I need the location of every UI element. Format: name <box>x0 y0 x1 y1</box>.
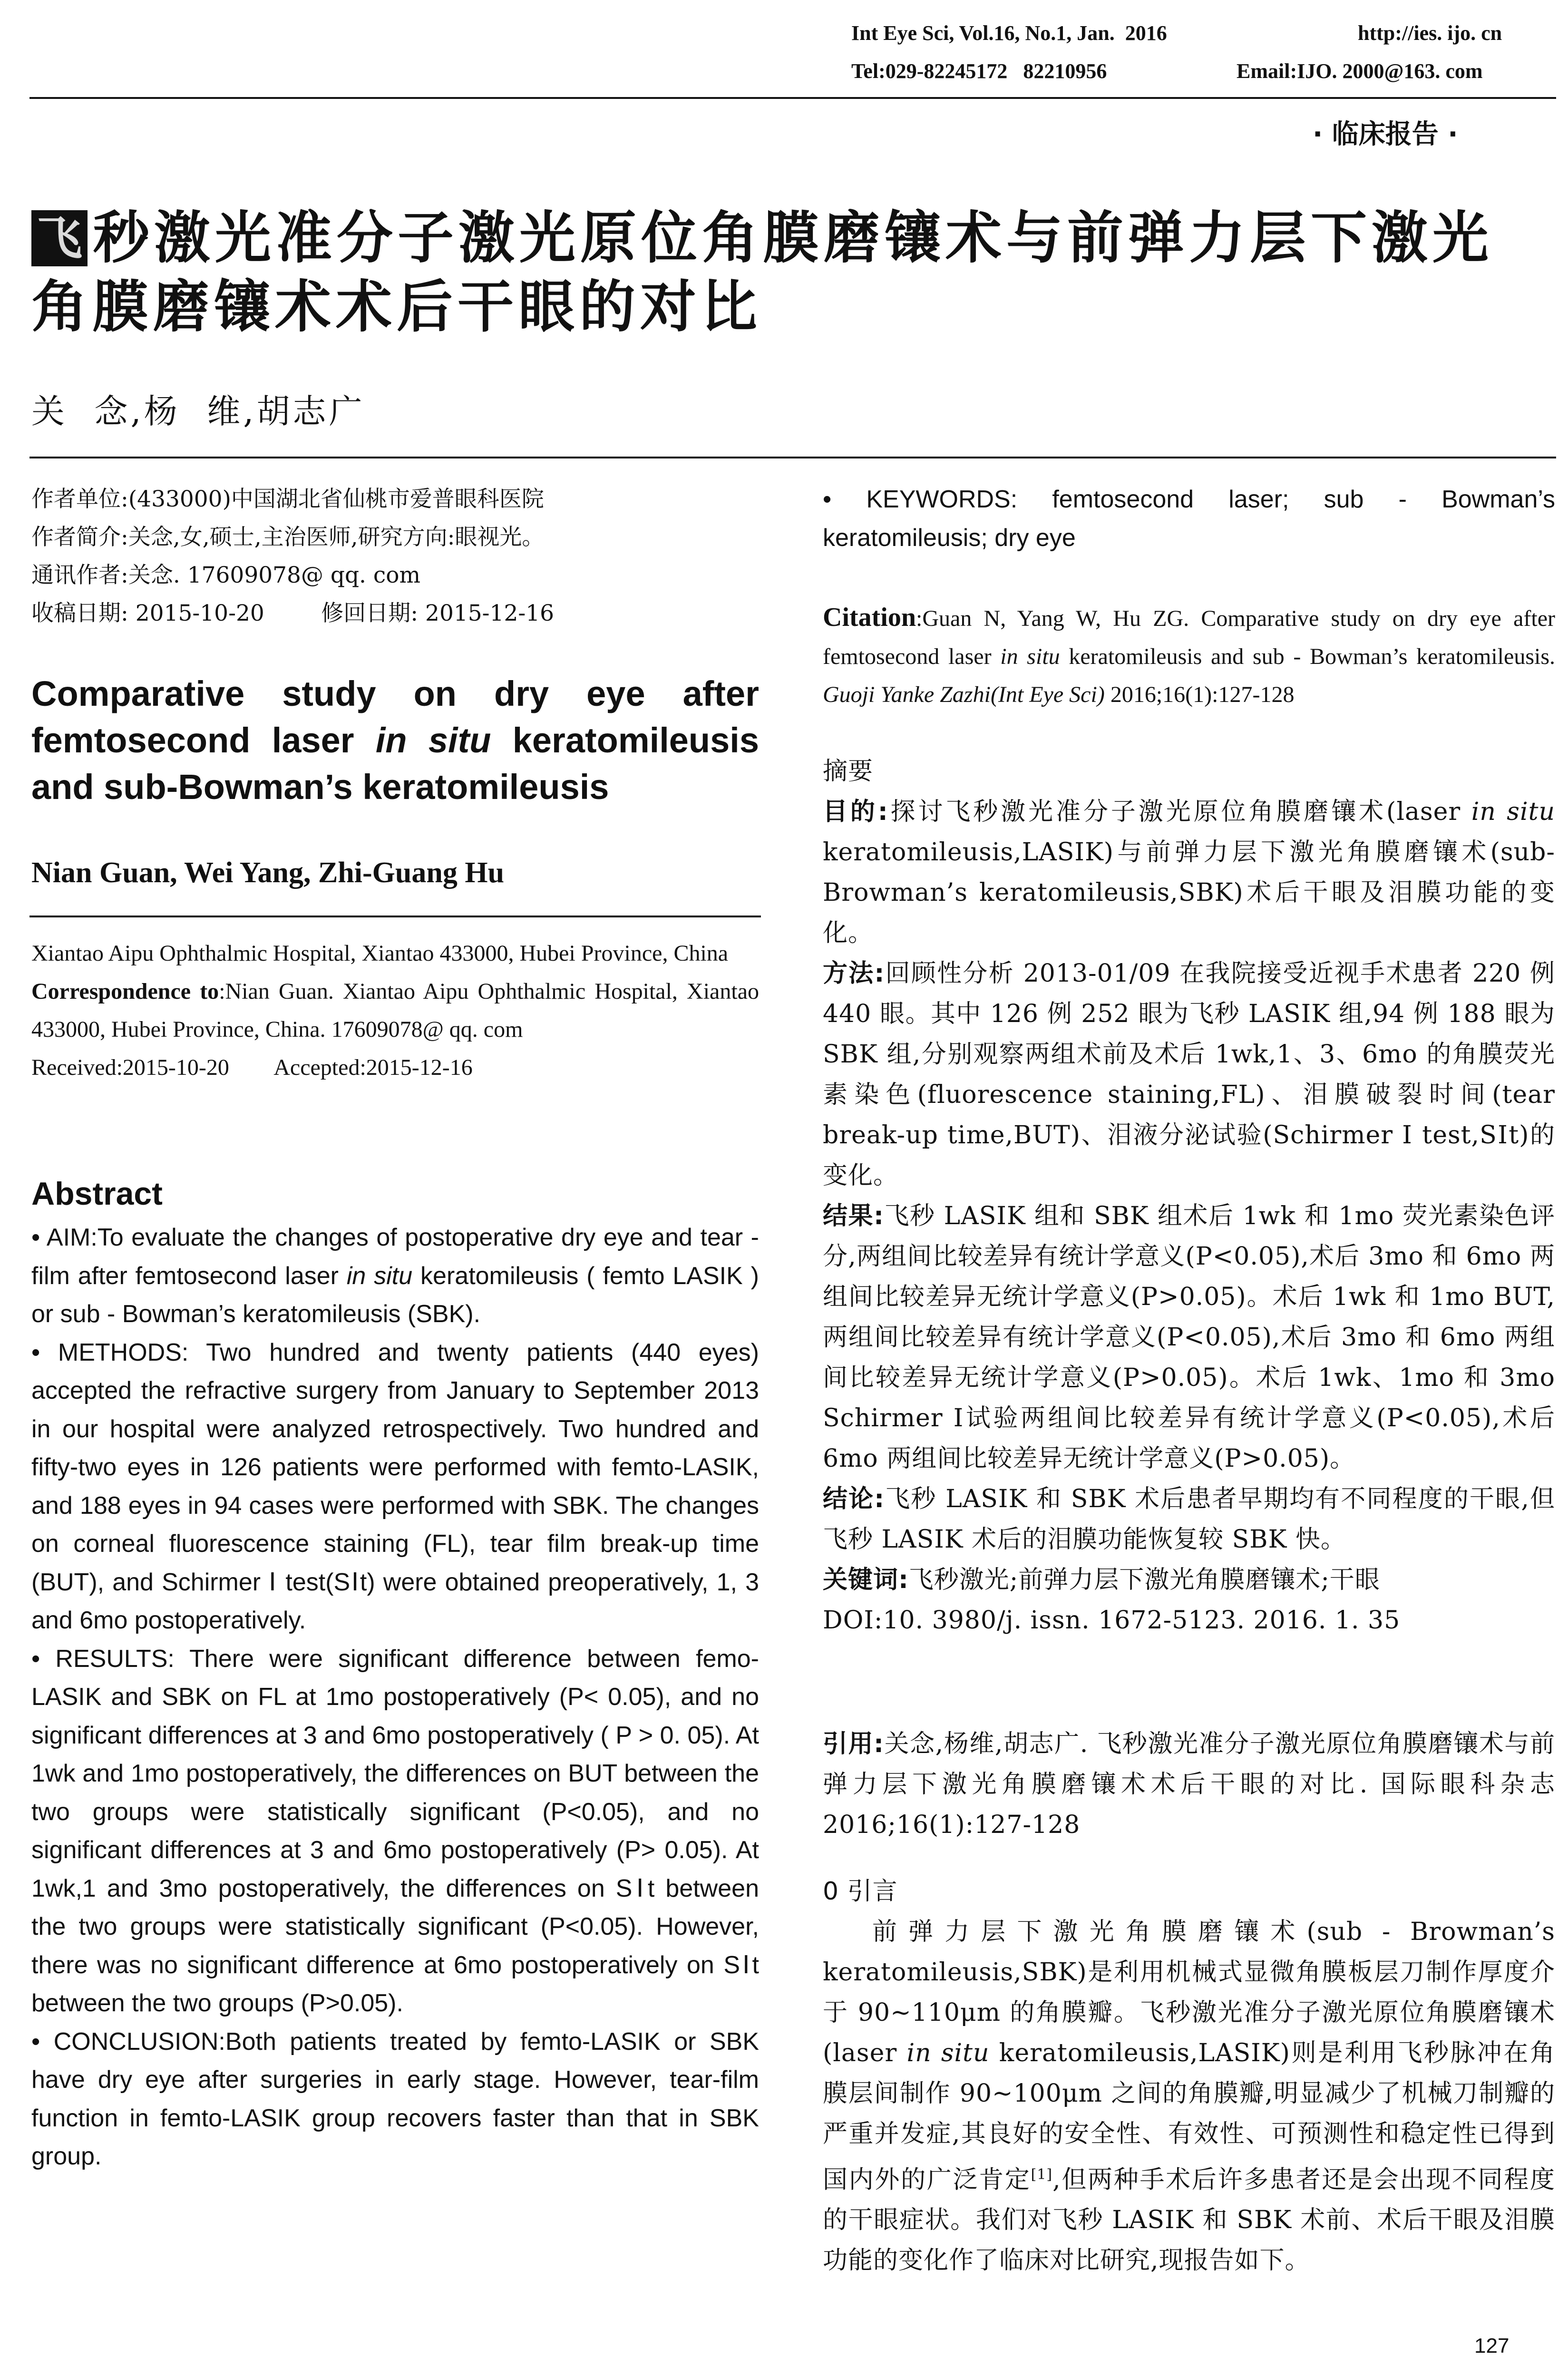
doi: DOI:10. 3980/j. issn. 1672-5123. 2016. 1. 35 <box>823 1606 1401 1635</box>
abstract-heading: Abstract <box>31 1176 163 1212</box>
journal-citation-line: Int Eye Sci, Vol.16, No.1, Jan. 2016 <box>851 21 1167 45</box>
abstract-cn-keywords: 关键词:飞秒激光;前弹力层下激光角膜磨镶术;干眼 <box>823 1566 1380 1594</box>
affiliation-block <box>31 935 759 1087</box>
corresponding-author-cn: 通讯作者:关念. 17609078@ qq. com <box>31 562 421 588</box>
dates-cn: 收稿日期: 2015-10-20 修回日期: 2015-12-16 <box>31 600 555 626</box>
title-en-line2: femtosecond laser in situ keratomileusis <box>31 721 759 760</box>
section-label: · 临床报告 · <box>1313 119 1458 150</box>
citation-cn: 引用:关念,杨维,胡志广. 飞秒激光准分子激光原位角膜磨镶术与前弹力层下激光角膜磨镶术术后干眼的对比. 国际眼科杂志 2016;16(1):127-128 <box>823 1730 1555 1839</box>
abstract-conclusion: • CONCLUSION:Both patients treated by femto-LASIK or SBK have dry eye after surgeries in early stage. However, tear-film function in femto-LASIK group recovers faster than that in SBK group. <box>31 2027 759 2170</box>
correspondence-en: Correspondence to:Nian Guan. Xiantao Aipu Ophthalmic Hospital, Xiantao 433000, Hubei Province, China. 17609078@ qq. com <box>31 979 759 1042</box>
abstract-cn-heading: 摘要 <box>823 757 874 786</box>
title-logo-icon: 飞 <box>31 210 88 266</box>
abstract-cn-results: 结果:飞秒 LASIK 组和 SBK 组术后 1wk 和 1mo 荧光素染色评分,两组间比较差异有统计学意义(P<0.05),术后 3mo 和 6mo 两组间比较差异无统计学意义(P>0.05)。术后 1wk 和 1mo BUT,两组间比较差异有统计学意义(P<0.05),术后 3mo 和 6mo 两组间比较差异无统计学意义(P>0.05)。术后 1wk、1mo 和 3mo Schirmer Ⅰ试验两组间比较差异有统计学意义(P<0.05),术后 6mo 两组间比较差异无统计学意义(P>0.05)。 <box>823 1202 1555 1473</box>
abstract-cn-aim: 目的:探讨飞秒激光准分子激光原位角膜磨镶术(laser in situ keratomileusis,LASIK)与前弹力层下激光角膜磨镶术(sub-Browman’s keratomileusis,SBK)术后干眼及泪膜功能的变化。 <box>823 798 1556 947</box>
abstract-cn <box>823 751 1555 1641</box>
abstract-body-en <box>31 1218 759 2176</box>
page-number: 127 <box>1474 2334 1510 2358</box>
title-cn-line1: 秒激光准分子激光原位角膜磨镶术与前弹力层下激光 <box>93 205 1494 271</box>
author-bio-cn: 作者简介:关念,女,硕士,主治医师,研究方向:眼视光。 <box>31 524 545 550</box>
authors-en: Nian Guan, Wei Yang, Zhi-Guang Hu <box>31 857 505 889</box>
title-en-line3: and sub-Bowman’s keratomileusis <box>31 767 609 807</box>
intro-text: 前弹力层下激光角膜磨镶术(sub - Browman’s keratomileusis,SBK)是利用机械式显微角膜板层刀制作厚度介于 90~110μm 的角膜瓣。飞秒激光准分子激光原位角膜磨镶术(laser in situ keratomileusis,LASIK)则是利用飞秒脉冲在角膜层间制作 90~100μm 之间的角膜瓣,明显减少了机械刀制瓣的严重并发症,其良好的安全性、有效性、可预测性和稳定性已得到国内外的广泛肯定[1],但两种手术后许多患者还是会出现不同程度的干眼症状。我们对飞秒 LASIK 和 SBK 术前、术后干眼及泪膜功能的变化作了临床对比研究,现报告如下。 <box>823 1918 1556 2275</box>
affiliation-en: Xiantao Aipu Ophthalmic Hospital, Xiantao 433000, Hubei Province, China <box>31 941 729 966</box>
intro-heading: 0 引言 <box>823 1877 898 1906</box>
title-en-line1: Comparative study on dry eye after <box>31 674 759 713</box>
header-rule <box>29 97 1556 99</box>
abstract-aim: • AIM:To evaluate the changes of postoperative dry eye and tear - film after femtosecond laser in situ keratomileusis ( femto LASIK ) or sub - Bowman’s keratomileusis (SBK). <box>31 1224 759 1328</box>
authors-rule <box>29 457 1556 458</box>
citation-en: Citation:Guan N, Yang W, Hu ZG. Comparative study on dry eye after femtosecond laser in situ keratomileusis and sub - Bowman’s keratomileusis. Guoji Yanke Zazhi(Int Eye Sci) 2016;16(1):127-128 <box>823 603 1556 707</box>
abstract-results: • RESULTS: There were significant difference between femo-LASIK and SBK on FL at 1mo postoperatively (P< 0.05), and no significant differences at 3 and 6mo postoperatively ( P > 0. 05). At 1wk and 1mo postoperatively, the differences on BUT between the two groups were statistically significant (P<0.05), and no significant differences at 3 and 6mo postoperatively (P> 0.05). At 1wk,1 and 3mo postoperatively, the differences on SⅠt between the two groups were statistically significant (P<0.05). However, there was no significant difference at 6mo postoperatively on SⅠt between the two groups (P>0.05). <box>31 1645 759 2017</box>
intro-section <box>823 1871 1555 2281</box>
abstract-methods: • METHODS: Two hundred and twenty patients (440 eyes) accepted the refractive surgery from January to September 2013 in our hospital were analyzed retrospectively. Two hundred and fifty-two eyes in 126 patients were performed with femto-LASIK, and 188 eyes in 94 cases were performed with SBK. The changes on corneal fluorescence staining (FL), tear film break-up time (BUT), and Schirmer Ⅰ test(SⅠt) were obtained preoperatively, 1, 3 and 6mo postoperatively. <box>31 1338 759 1634</box>
journal-tel: Tel:029-82245172 82210956 <box>851 59 1107 83</box>
journal-email: Email:IJO. 2000@163. com <box>1237 59 1483 83</box>
title-cn-line2: 角膜磨镶术术后干眼的对比 <box>31 274 762 340</box>
title-en <box>31 671 759 810</box>
received-en: Received:2015-10-20 Accepted:2015-12-16 <box>31 1055 473 1080</box>
affiliation-cn: 作者单位:(433000)中国湖北省仙桃市爱普眼科医院 <box>31 486 544 512</box>
journal-website: http://ies. ijo. cn <box>1358 21 1502 45</box>
author-info <box>31 480 773 633</box>
abstract-cn-conclusion: 结论:飞秒 LASIK 和 SBK 术后患者早期均有不同程度的干眼,但飞秒 LASIK 术后的泪膜功能恢复较 SBK 快。 <box>823 1485 1555 1554</box>
authors-en-rule <box>29 916 761 917</box>
keywords-en: • KEYWORDS: femtosecond laser; sub - Bowman’s keratomileusis; dry eye <box>823 486 1555 552</box>
authors-cn: 关 念,杨 维,胡志广 <box>31 392 365 431</box>
abstract-cn-methods: 方法:回顾性分析 2013-01/09 在我院接受近视手术患者 220 例 440 眼。其中 126 例 252 眼为飞秒 LASIK 组,94 例 188 眼为 SBK 组,分别观察两组术前及术后 1wk,1、3、6mo 的角膜荧光素染色(fluorescence staining,FL)、泪膜破裂时间(tear break-up time,BUT)、泪液分泌试验(Schirmer Ⅰ test,SⅠt)的变化。 <box>823 959 1555 1190</box>
